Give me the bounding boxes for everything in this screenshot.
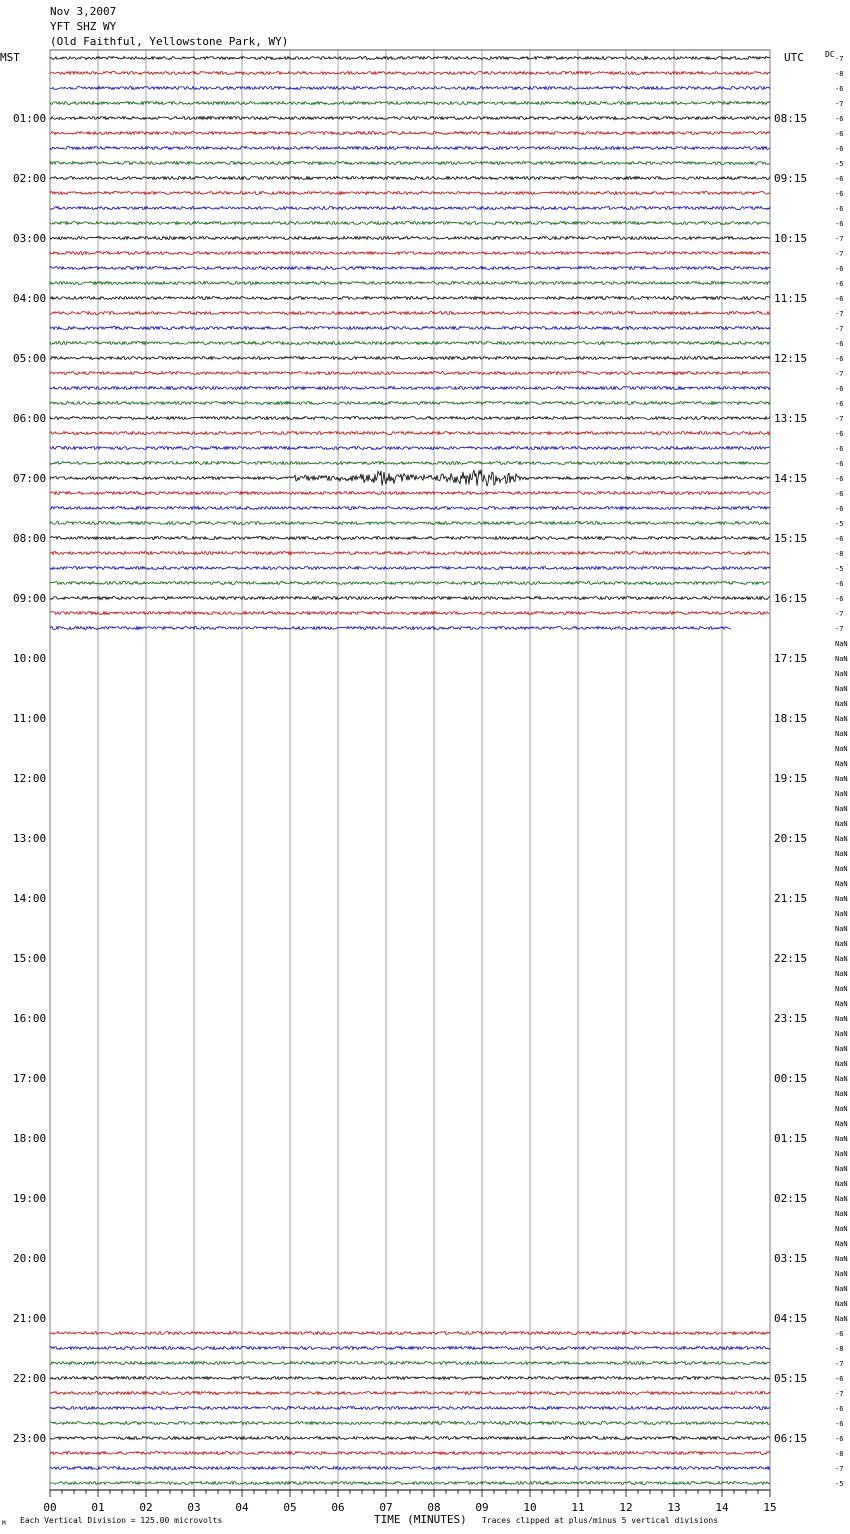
dc-offset-label: NaN [835, 1240, 848, 1248]
dc-offset-label: -6 [835, 400, 844, 408]
trace-row [50, 117, 770, 120]
dc-offset-label: NaN [835, 985, 848, 993]
hour-label-right: 18:15 [774, 712, 808, 725]
trace-row [50, 1452, 770, 1455]
hour-label-left: 14:00 [13, 892, 47, 905]
dc-offset-label: -6 [835, 580, 844, 588]
trace-row [50, 222, 770, 225]
dc-offset-label: NaN [835, 940, 848, 948]
hour-label-right: 01:15 [774, 1132, 808, 1145]
dc-offset-label: NaN [835, 1150, 848, 1158]
hour-label-left: 02:00 [13, 172, 47, 185]
trace-row [50, 177, 770, 180]
dc-offset-label: NaN [835, 1120, 848, 1128]
x-axis-title: TIME (MINUTES) [374, 1513, 467, 1526]
dc-offset-label: -7 [835, 370, 844, 378]
hour-label-right: 03:15 [774, 1252, 808, 1265]
clip-note: Traces clipped at plus/minus 5 vertical divisions [482, 1516, 719, 1525]
trace-row [50, 387, 770, 390]
hour-label-right: 15:15 [774, 532, 808, 545]
trace-row [50, 342, 770, 345]
dc-offset-label: -7 [835, 625, 844, 633]
time-labels [13, 55, 848, 1488]
dc-offset-label: -7 [835, 415, 844, 423]
dc-offset-label: NaN [835, 1255, 848, 1263]
dc-offset-label: -5 [835, 565, 844, 573]
hour-label-left: 03:00 [13, 232, 47, 245]
trace-row [50, 1362, 770, 1365]
hour-label-left: 20:00 [13, 1252, 47, 1265]
hour-label-right: 11:15 [774, 292, 808, 305]
station-code: YFT SHZ WY [50, 20, 117, 33]
dc-offset-label: -6 [835, 1375, 844, 1383]
dc-offset-label: -7 [835, 325, 844, 333]
trace-row [50, 597, 770, 600]
dc-offset-label: NaN [835, 1045, 848, 1053]
hour-label-right: 00:15 [774, 1072, 808, 1085]
x-tick-label: 07 [379, 1501, 393, 1514]
x-tick-label: 02 [139, 1501, 153, 1514]
trace-row [50, 537, 770, 540]
hour-label-left: 12:00 [13, 772, 47, 785]
dc-offset-label: NaN [835, 685, 848, 693]
right-timezone-label: UTC [784, 51, 804, 64]
dc-offset-label: NaN [835, 1270, 848, 1278]
dc-offset-label: -8 [835, 1345, 844, 1353]
trace-row [50, 417, 770, 420]
trace-row [50, 1467, 770, 1470]
x-axis [43, 1490, 776, 1514]
x-tick-label: 11 [571, 1501, 585, 1514]
hour-label-right: 06:15 [774, 1432, 808, 1445]
trace-row [50, 192, 770, 195]
trace-row [50, 72, 770, 75]
dc-offset-label: NaN [835, 1135, 848, 1143]
dc-offset-label: NaN [835, 1000, 848, 1008]
hour-label-right: 04:15 [774, 1312, 808, 1325]
x-tick-label: 15 [763, 1501, 777, 1514]
dc-offset-label: -7 [835, 1360, 844, 1368]
dc-offset-label: NaN [835, 955, 848, 963]
dc-offset-label: -6 [835, 355, 844, 363]
dc-offset-label: -6 [835, 595, 844, 603]
trace-row [50, 1407, 770, 1410]
dc-offset-label: NaN [835, 970, 848, 978]
dc-offset-label: -6 [835, 535, 844, 543]
dc-offset-label: -7 [835, 250, 844, 258]
dc-offset-label: -7 [835, 1390, 844, 1398]
plot-date: Nov 3,2007 [50, 5, 117, 18]
hour-label-right: 08:15 [774, 112, 808, 125]
dc-offset-label: NaN [835, 910, 848, 918]
x-tick-label: 14 [715, 1501, 729, 1514]
dc-offset-label: -6 [835, 1420, 844, 1428]
trace-row [50, 87, 770, 90]
dc-offset-label: NaN [835, 730, 848, 738]
trace-row [50, 507, 770, 510]
dc-offset-label: NaN [835, 745, 848, 753]
dc-offset-header: DC [825, 50, 835, 59]
trace-row [50, 237, 770, 240]
x-tick-label: 04 [235, 1501, 249, 1514]
trace-row [50, 162, 770, 165]
dc-offset-label: NaN [835, 1180, 848, 1188]
dc-offset-label: -6 [835, 475, 844, 483]
hour-label-right: 19:15 [774, 772, 808, 785]
hour-label-right: 16:15 [774, 592, 808, 605]
dc-offset-label: NaN [835, 670, 848, 678]
dc-offset-label: -7 [835, 310, 844, 318]
hour-label-left: 23:00 [13, 1432, 47, 1445]
dc-offset-label: -6 [835, 130, 844, 138]
dc-offset-label: NaN [835, 1285, 848, 1293]
dc-offset-label: NaN [835, 1315, 848, 1323]
dc-offset-label: NaN [835, 805, 848, 813]
dc-offset-label: NaN [835, 1090, 848, 1098]
hour-label-right: 14:15 [774, 472, 808, 485]
dc-offset-label: -6 [835, 175, 844, 183]
dc-offset-label: -6 [835, 220, 844, 228]
trace-row [50, 102, 770, 105]
x-tick-label: 01 [91, 1501, 105, 1514]
hour-label-right: 10:15 [774, 232, 808, 245]
hour-label-left: 22:00 [13, 1372, 47, 1385]
x-tick-label: 13 [667, 1501, 681, 1514]
x-tick-label: 06 [331, 1501, 345, 1514]
dc-offset-label: -6 [835, 385, 844, 393]
dc-offset-label: -8 [835, 1450, 844, 1458]
dc-offset-label: NaN [835, 1300, 848, 1308]
dc-offset-label: NaN [835, 1060, 848, 1068]
hour-label-right: 23:15 [774, 1012, 808, 1025]
dc-offset-label: -8 [835, 70, 844, 78]
dc-offset-label: -6 [835, 490, 844, 498]
dc-offset-label: NaN [835, 1210, 848, 1218]
trace-row [50, 297, 770, 300]
hour-label-right: 22:15 [774, 952, 808, 965]
hour-label-right: 20:15 [774, 832, 808, 845]
dc-offset-label: NaN [835, 1015, 848, 1023]
hour-label-left: 17:00 [13, 1072, 47, 1085]
x-tick-label: 00 [43, 1501, 57, 1514]
dc-offset-label: -8 [835, 550, 844, 558]
dc-offset-label: -7 [835, 1465, 844, 1473]
x-tick-label: 05 [283, 1501, 297, 1514]
dc-offset-label: NaN [835, 700, 848, 708]
hour-label-left: 07:00 [13, 472, 47, 485]
trace-row [50, 207, 770, 210]
trace-row [50, 567, 770, 570]
trace-row [50, 1482, 770, 1485]
x-tick-label: 09 [475, 1501, 489, 1514]
hour-label-right: 13:15 [774, 412, 808, 425]
dc-offset-label: -6 [835, 1435, 844, 1443]
trace-row [50, 462, 770, 465]
station-location: (Old Faithful, Yellowstone Park, WY) [50, 35, 289, 48]
trace-row [50, 470, 770, 486]
dc-offset-label: NaN [835, 1105, 848, 1113]
hour-label-left: 19:00 [13, 1192, 47, 1205]
trace-row [50, 582, 770, 585]
trace-row [50, 1392, 770, 1395]
trace-row [50, 552, 770, 555]
dc-offset-label: NaN [835, 655, 848, 663]
dc-offset-label: -6 [835, 460, 844, 468]
dc-offset-label: -6 [835, 1330, 844, 1338]
x-tick-label: 08 [427, 1501, 441, 1514]
dc-offset-label: -7 [835, 55, 844, 63]
dc-offset-label: -7 [835, 235, 844, 243]
hour-label-right: 05:15 [774, 1372, 808, 1385]
dc-offset-label: -6 [835, 295, 844, 303]
hour-label-left: 10:00 [13, 652, 47, 665]
left-timezone-label: MST [0, 51, 20, 64]
hour-label-right: 17:15 [774, 652, 808, 665]
hour-label-left: 04:00 [13, 292, 47, 305]
hour-label-left: 06:00 [13, 412, 47, 425]
hour-label-left: 09:00 [13, 592, 47, 605]
x-tick-label: 03 [187, 1501, 201, 1514]
dc-offset-label: NaN [835, 1030, 848, 1038]
trace-row [50, 312, 770, 315]
trace-row [50, 1332, 770, 1335]
hour-label-left: 16:00 [13, 1012, 47, 1025]
hour-label-left: 18:00 [13, 1132, 47, 1145]
dc-offset-label: -7 [835, 100, 844, 108]
dc-offset-label: -6 [835, 190, 844, 198]
trace-row [50, 1377, 770, 1380]
trace-row [50, 147, 770, 150]
hour-label-left: 21:00 [13, 1312, 47, 1325]
dc-offset-label: -6 [835, 145, 844, 153]
trace-row [50, 267, 770, 270]
trace-row [50, 282, 770, 285]
hour-label-right: 02:15 [774, 1192, 808, 1205]
dc-offset-label: -5 [835, 520, 844, 528]
scale-note: Each Vertical Division = 125.00 microvolts [20, 1516, 223, 1525]
trace-row [50, 57, 770, 60]
hour-label-left: 15:00 [13, 952, 47, 965]
hour-label-left: 11:00 [13, 712, 47, 725]
grid-lines [50, 50, 770, 1490]
trace-row [50, 627, 731, 630]
dc-offset-label: NaN [835, 925, 848, 933]
hour-label-right: 21:15 [774, 892, 808, 905]
trace-row [50, 357, 770, 360]
dc-offset-label: -6 [835, 115, 844, 123]
hour-label-right: 12:15 [774, 352, 808, 365]
dc-offset-label: NaN [835, 850, 848, 858]
dc-offset-label: NaN [835, 1195, 848, 1203]
dc-offset-label: NaN [835, 895, 848, 903]
dc-offset-label: NaN [835, 1225, 848, 1233]
x-tick-label: 10 [523, 1501, 537, 1514]
dc-offset-label: -6 [835, 205, 844, 213]
dc-offset-label: NaN [835, 1165, 848, 1173]
dc-offset-label: NaN [835, 1075, 848, 1083]
dc-offset-label: NaN [835, 640, 848, 648]
trace-row [50, 447, 770, 450]
dc-offset-label: NaN [835, 865, 848, 873]
trace-row [50, 372, 770, 375]
hour-label-left: 05:00 [13, 352, 47, 365]
dc-offset-label: -7 [835, 610, 844, 618]
dc-offset-label: -6 [835, 340, 844, 348]
dc-offset-label: -6 [835, 445, 844, 453]
trace-row [50, 132, 770, 135]
seismic-traces [50, 57, 770, 1485]
dc-offset-label: NaN [835, 715, 848, 723]
dc-offset-label: NaN [835, 760, 848, 768]
trace-row [50, 1347, 770, 1350]
corner-mark: M [2, 1520, 6, 1527]
dc-offset-label: -6 [835, 280, 844, 288]
dc-offset-label: -5 [835, 1480, 844, 1488]
dc-offset-label: NaN [835, 775, 848, 783]
trace-row [50, 432, 770, 435]
hour-label-left: 08:00 [13, 532, 47, 545]
dc-offset-label: NaN [835, 880, 848, 888]
trace-row [50, 522, 770, 525]
trace-row [50, 1437, 770, 1440]
dc-offset-label: -6 [835, 505, 844, 513]
hour-label-left: 01:00 [13, 112, 47, 125]
dc-offset-label: -6 [835, 265, 844, 273]
trace-row [50, 327, 770, 330]
dc-offset-label: NaN [835, 835, 848, 843]
dc-offset-label: NaN [835, 790, 848, 798]
x-tick-label: 12 [619, 1501, 633, 1514]
trace-row [50, 402, 770, 405]
trace-row [50, 252, 770, 255]
hour-label-right: 09:15 [774, 172, 808, 185]
dc-offset-label: NaN [835, 820, 848, 828]
dc-offset-label: -6 [835, 85, 844, 93]
plot-frame [50, 50, 770, 1490]
trace-row [50, 612, 770, 615]
dc-offset-label: -6 [835, 430, 844, 438]
dc-offset-label: -6 [835, 1405, 844, 1413]
dc-offset-label: -5 [835, 160, 844, 168]
hour-label-left: 13:00 [13, 832, 47, 845]
trace-row [50, 492, 770, 495]
trace-row [50, 1422, 770, 1425]
